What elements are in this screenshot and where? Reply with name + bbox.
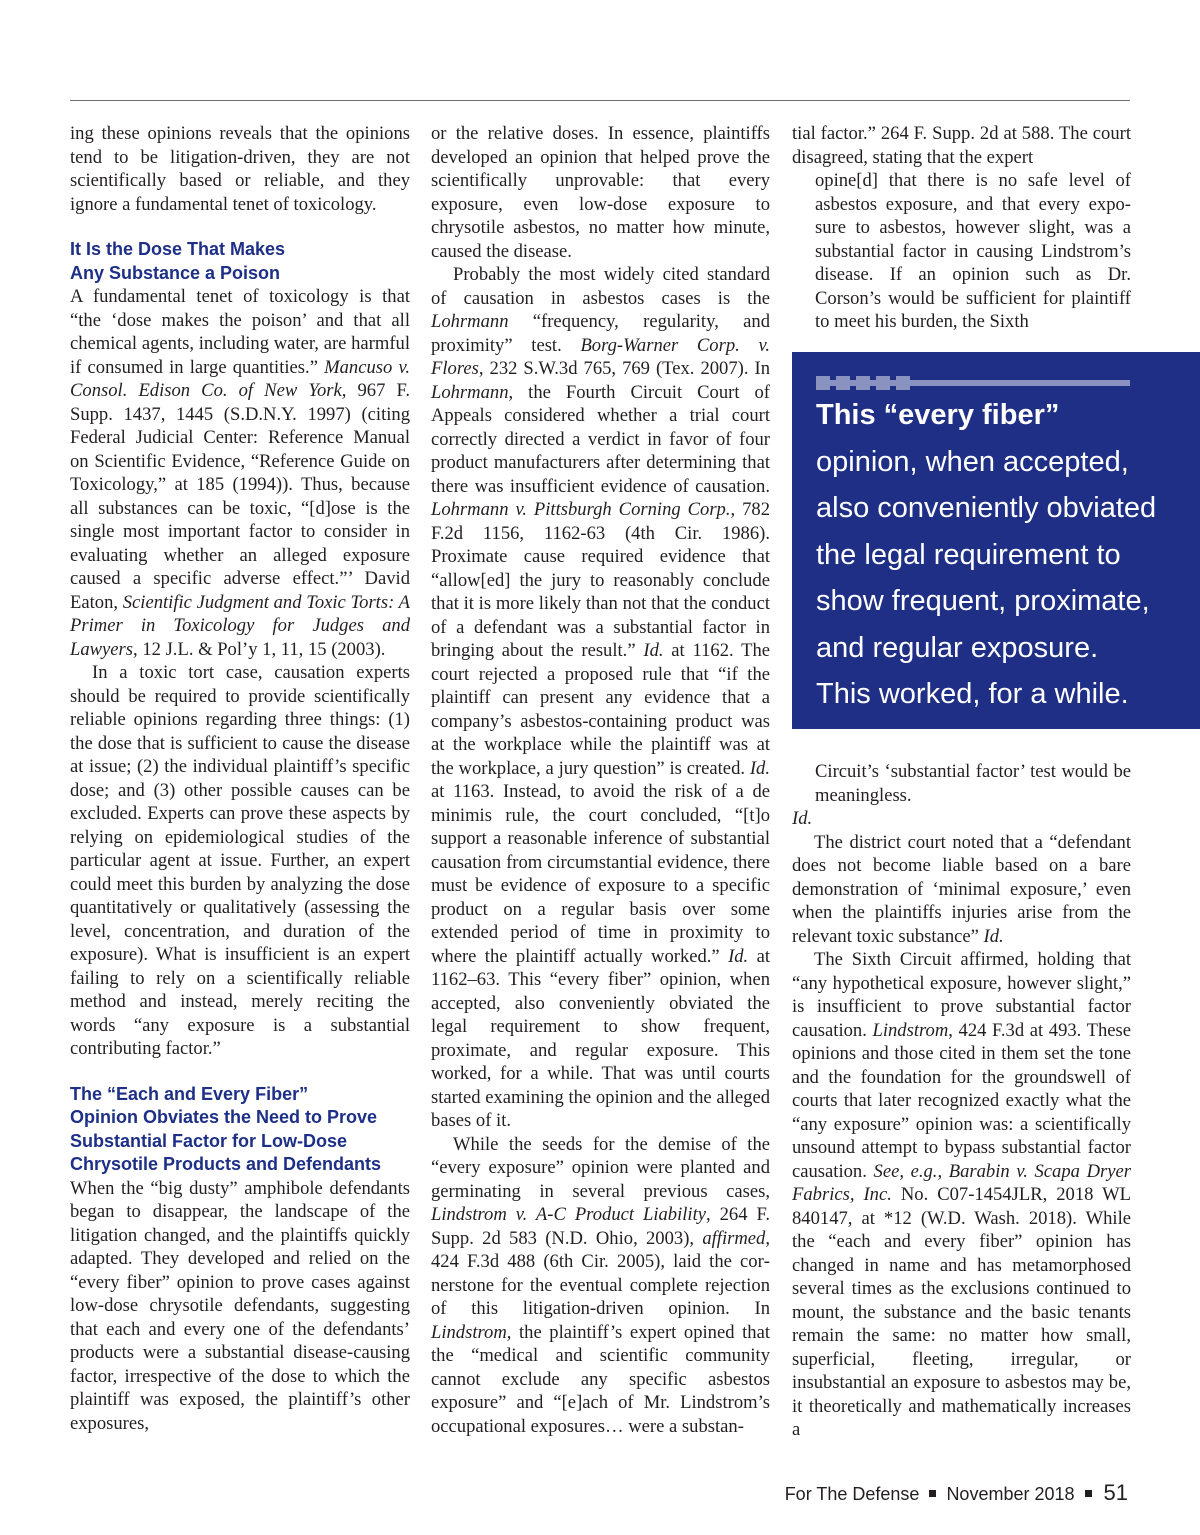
pull-quote-line: show frequent, proximate,	[816, 585, 1150, 617]
paragraph: In a toxic tort case, causation experts should be required to provide scientifically reliable opinions regarding three things: (1) the dose that is sufficient to cause the disease at issue; (2) the individual plaintiff’s specific dose; and (3) other possible causes can be excluded. Experts can prove these aspects by relying on epidemiological studies of the particular agent at issue. Further, an expert could meet this burden by analyzing the dose quantitatively or qualitatively (assessing the level, concentration, and duration of the exposure). What is insufficient is an expert failing to rely on a scientifically reliable method and instead, merely reciting the words “any exposure is a substantial contributing factor.”	[70, 662, 410, 1059]
paragraph: The district court noted that a “defendant does not become liable based on a bare demonstration of ‘minimal exposure,’ even when the plaintiffs injuries arise from the relevant toxic substance” Id.	[792, 831, 1131, 947]
page-footer	[785, 1480, 1128, 1506]
paragraph: ing these opinions reveals that the opinions tend to be litigation-driven, they are not scientifically based or reliable, and they ignore a fundamental tenet of toxicology.	[70, 123, 410, 215]
column-3-upper	[792, 122, 1131, 334]
citation: Id.	[792, 808, 813, 829]
heading-line: The “Each and Every Fiber”	[70, 1083, 309, 1104]
paragraph: When the “big dusty” amphibole defendants began to disappear, the landscape of the litigation changed, and the plaintiffs quickly adapted. They developed and relied on the “every fiber” opinion to prove cases against low-dose chrysotile defendants, suggesting that each and every one of the defendants’ products were a substantial disease-causing factor, irrespective of the dose to which the plaintiff was exposed, the plaintiff’s other exposures,	[70, 1177, 410, 1434]
pull-quote-line: This worked, for a while.	[816, 678, 1129, 710]
page-number: 51	[1103, 1480, 1128, 1505]
block-quote: opine[d] that there is no safe level of asbestos exposure, and that every exposure to asbestos, however slight, was a substantial factor in causing Lindstrom’s disease. If an opinion such as Dr. Corson’s would be sufficient for plaintiff to meet his burden, the Sixth	[815, 170, 1131, 332]
column-1	[70, 122, 410, 1435]
paragraph: or the relative doses. In essence, plaintiffs developed an opinion that helped prove the scientifically unprovable: that every exposure, even low-dose exposure to chrysotile asbestos, no matter how minute, caused the disease.	[431, 123, 770, 262]
issue-date: November 2018	[946, 1484, 1075, 1504]
pull-quote-line: opinion, when accepted,	[816, 445, 1129, 478]
paragraph: A fundamental tenet of toxicology is that “the ‘dose makes the poison’ and that all chemical agents, including water, are harmful if consumed in large quantities.” Mancuso v. Consol. Edison Co. of New York, 967 F. Supp. 1437, 1445 (S.D.N.Y. 1997) (citing Federal Judicial Center: Reference Manual on Scientific Evidence, “Reference Guide on Toxicology,” at 185 (1994)). Thus, because all substances can be toxic, “[d]ose is the single most important factor to consider in evaluating whether an alleged exposure caused a specific adverse effect.”’ David Eaton, Scientific Judgment and Toxic Torts: A Primer in Toxicology for Judges and Lawyers, 12 J.L. & Pol’y 1, 11, 15 (2003).	[70, 286, 410, 660]
heading-line: Chrysotile Products and Defendants	[70, 1154, 382, 1174]
pull-quote-line: the legal requirement to	[816, 538, 1121, 571]
paragraph: While the seeds for the demise of the “every exposure” opinion were planted and germinating in several previous cases, Lindstrom v. A-C Product Liability, 264 F. Supp. 2d 583 (N.D. Ohio, 2003), affirmed, 424 F.3d 488 (6th Cir. 2005), laid the cornerstone for the eventual complete rejection of this litigation-driven opinion. In Lindstrom, the plaintiff’s expert opined that the “medical and scientific community cannot exclude any specific asbestos exposure” and “[e]ach of Mr. Lindstrom’s occupational exposures… were a substan-	[431, 1133, 770, 1437]
heading-line: Any Substance a Poison	[70, 262, 281, 283]
paragraph: tial factor.” 264 F. Supp. 2d at 588. The court disagreed, stating that the expert	[792, 123, 1131, 168]
publication-name: For The Defense	[784, 1484, 920, 1504]
bullet-icon	[929, 1490, 936, 1497]
pull-quote-lead: This “every fiber”	[816, 399, 1060, 431]
pull-quote-text	[816, 392, 1186, 718]
bullet-icon	[1085, 1490, 1092, 1497]
paragraph: The Sixth Circuit affirmed, holding that “any hypothetical exposure, however slight,” is insufficient to prove substantial factor causation. Lindstrom, 424 F.3d at 493. These opinions and those cited in them set the tone and the foundation for the groundswell of courts that later recognized exactly what the “any exposure” opinion was: a scientifically unsound attempt to bypass substantial factor causation. See, e.g., Barabin v. Scapa Dryer Fabrics, Inc. No. C07-1454JLR, 2018 WL 840147, at *12 (W.D. Wash. 2018). While the “each and every fiber” opinion has changed in name and has metamorphosed several times as the exclusions continued to mount, the substance and the basic tenants remain the same: no matter how small, superficial, fleeting, irregular, or insubstantial an exposure to asbestos may be, it theoretically and mathematically increases a	[792, 949, 1131, 1440]
block-quote: Circuit’s ‘substantial factor’ test would be meaningless.	[815, 761, 1131, 806]
column-3-lower	[792, 760, 1131, 1442]
top-rule	[70, 100, 1130, 101]
pull-quote-line: also conveniently obviated	[816, 492, 1157, 524]
pull-quote-line: and regular exposure.	[816, 631, 1099, 664]
paragraph: Probably the most widely cited standard of causation in asbestos cases is the Lohrmann “frequency, regularity, and proximity” test. Borg-Warner Corp. v. Flores, 232 S.W.3d 765, 769 (Tex. 2007). In Lohrmann, the Fourth Circuit Court of Appeals considered whether a trial court correctly directed a verdict in favor of four product manufacturers after determining that there was insufficient evidence of causation. Lohrmann v. Pittsburgh Corning Corp., 782 F.2d 1156, 1162-63 (4th Cir. 1986). Proximate cause required evidence that “allow[ed] the jury to reasonably conclude that it is more likely than not that the conduct of a defendant was a substantial factor in bringing about the result.” Id. at 1162. The court rejected a proposed rule that “if the plaintiff can present any evidence that a company’s asbestos-containing product was at the workplace while the plaintiff was at the workplace, a jury question” is created. Id. at 1163. Instead, to avoid the risk of a de minimis rule, the court concluded, “[t]o support a reasonable inference of substantial causation from circumstantial evidence, there must be evidence of exposure to a specific product on a regular basis over some extended period of time in proximity to where the plaintiff actually worked.” Id. at 1162–63. This “every fiber” opinion, when accepted, also conveniently obviated the legal requirement to show frequent, proximate, and regular exposure. This worked, for a while. That was until courts started examining the opinion and the alleged bases of it.	[431, 264, 770, 1131]
section-heading-dose	[70, 238, 410, 285]
pull-quote	[792, 352, 1200, 729]
heading-line: Substantial Factor for Low-Dose	[70, 1130, 348, 1151]
heading-line: Opinion Obviates the Need to Prove	[70, 1107, 378, 1127]
column-2	[431, 122, 770, 1438]
heading-line: It Is the Dose That Makes	[70, 239, 286, 259]
section-heading-every-fiber	[70, 1083, 410, 1177]
decorative-squares	[816, 376, 910, 390]
